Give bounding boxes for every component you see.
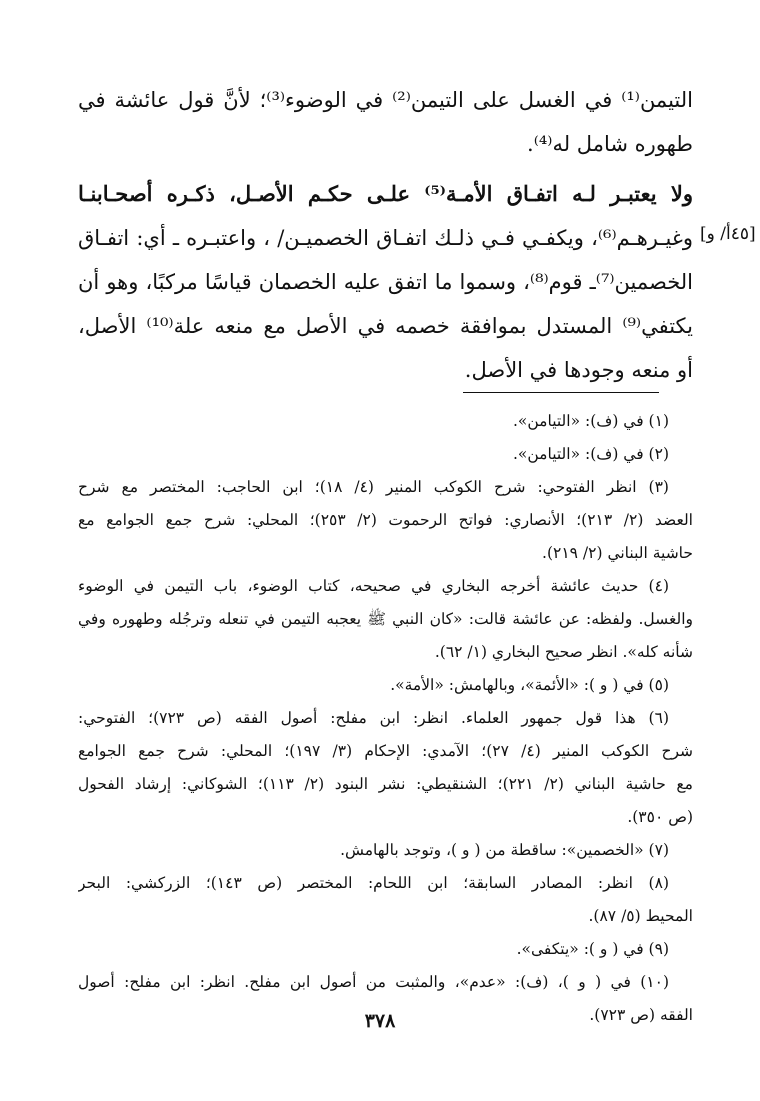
- footnote-line: المحيط (٥/ ٨٧).: [588, 907, 693, 925]
- footnote-line: (٤) حديث عائشة أخرجه البخاري في صحيحه، كتاب الوضوء، باب التيمن في الوضوء: [78, 577, 669, 595]
- footnote-line: والغسل. ولفظه: عن عائشة قالت: «كان النبي ﷺ يعجبه التيمن في تنعله وترجُله وطهوره وفي: [78, 610, 693, 628]
- footnote-separator: [463, 392, 659, 393]
- footnote-line: (١٠) في ( و )، (ف): «عدم»، والمثبت من أصول ابن مفلح. انظر: ابن مفلح: أصول: [78, 973, 669, 991]
- footnote-line: (٨) انظر: المصادر السابقة؛ ابن اللحام: المختصر (ص ١٤٣)؛ الزركشي: البحر: [78, 874, 669, 892]
- main-line: طهوره شامل له⁽⁴⁾.: [527, 132, 693, 156]
- main-line: ولا يعتبـر لـه اتفـاق الأمـة⁽⁵⁾ علـى حكـم الأصـل، ذكـره أصحـابنـا: [78, 181, 693, 206]
- main-line: التيمن⁽¹⁾ في الغسل على التيمن⁽²⁾ في الوضوء⁽³⁾؛ لأنَّ قول عائشة في: [78, 88, 693, 112]
- main-line: الخصمين⁽⁷⁾ـ قوم⁽⁸⁾، وسموا ما اتفق عليه الخصمان قياسًا مركبًا، وهو أن: [78, 270, 693, 294]
- footnote-line: شأنه كله». انظر صحيح البخاري (١/ ٦٢).: [434, 643, 693, 661]
- footnote-line: مع حاشية البناني (٢/ ٢٢١)؛ الشنقيطي: نشر البنود (٢/ ١١٣)؛ الشوكاني: إرشاد الفحول: [78, 775, 693, 793]
- footnote-line: (٥) في ( و ): «الأئمة»، وبالهامش: «الأمة».: [390, 676, 669, 694]
- footnote-line: (٢) في (ف): «التيامن».: [512, 445, 669, 463]
- footnote-line: (١) في (ف): «التيامن».: [512, 412, 669, 430]
- footnote-line: شرح الكوكب المنير (٤/ ٢٧)؛ الآمدي: الإحكام (٣/ ١٩٧)؛ المحلي: شرح جمع الجوامع: [78, 742, 693, 760]
- footnotes: [78, 405, 693, 1032]
- footnote-line: (٣) انظر الفتوحي: شرح الكوكب المنير (٤/ ١٨)؛ ابن الحاجب: المختصر مع شرح: [78, 478, 669, 496]
- footnote-line: (٩) في ( و ): «يتكفى».: [516, 940, 669, 958]
- footnote-line: الفقه (ص ٧٢٣).: [589, 1006, 693, 1024]
- footnote-line: (ص ٣٥٠).: [627, 808, 693, 826]
- page-number: ٣٧٨: [364, 1010, 396, 1032]
- manuscript-folio-reference: [٤٥أ/ و]: [700, 224, 756, 244]
- footnote-line: (٧) «الخصمين»: ساقطة من ( و )، وتوجد بالهامش.: [340, 841, 669, 859]
- footnote-line: حاشية البناني (٢/ ٢١٩).: [542, 544, 693, 562]
- main-line: يكتفي⁽⁹⁾ المستدل بموافقة خصمه في الأصل مع منعه علة⁽¹⁰⁾ الأصل،: [78, 314, 693, 338]
- footnote-line: (٦) هذا قول جمهور العلماء. انظر: ابن مفلح: أصول الفقه (ص ٧٢٣)؛ الفتوحي:: [78, 709, 669, 727]
- main-line: أو منعه وجودها في الأصل.: [464, 358, 693, 382]
- main-line: وغيـرهـم⁽⁶⁾، ويكفـي فـي ذلـك اتفـاق الخصميـن/ ، واعتبـره ـ أي: اتفـاق: [78, 226, 693, 250]
- main-text: [78, 78, 693, 392]
- footnote-line: العضد (٢/ ٢١٣)؛ الأنصاري: فواتح الرحموت (٢/ ٢٥٣)؛ المحلي: شرح جمع الجوامع مع: [78, 511, 693, 529]
